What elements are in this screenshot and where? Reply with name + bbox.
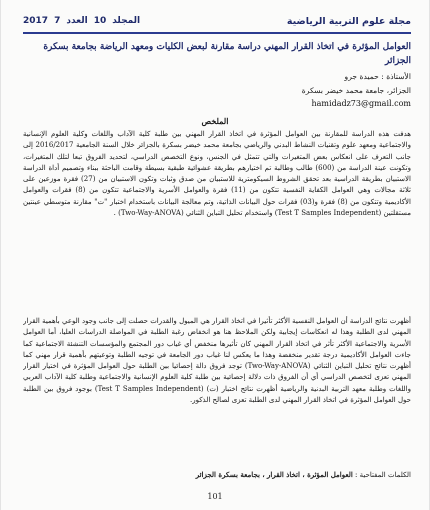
- author-affiliation: الجزائر، جامعة محمد خيضر بسكرة: [301, 86, 411, 95]
- article-title: العوامل المؤثرة في اتخاذ القرار المهني دراسة مقارنة لبعض الكليات ومعهد الرياضة بجامعة بسكرة الجزائر: [43, 42, 411, 66]
- keywords-label: الكلمات المفتاحية :: [355, 471, 411, 479]
- issue-label: العدد: [66, 16, 88, 26]
- volume-label: المجلد: [112, 16, 141, 26]
- abstract-heading: الملخص: [201, 116, 229, 126]
- issue-number: 7: [54, 16, 61, 26]
- page-number: 101: [207, 492, 223, 501]
- author-email[interactable]: hamidadz73@gmail.com: [311, 99, 411, 108]
- keywords-values: العوامل المؤثرة ، اتخاذ القرار ، بجامعة بسكرة الجزائر: [195, 470, 353, 479]
- abstract-paragraph-2: أظهرت نتائج الدراسة أن العوامل النفسية الأكثر تأثيرا في اتخاذ القرار هي الميول والقدرات حصلت إلى جانب وجود الوعي بأهمية القرار المهني لدى الطلبة وهذا له انعكاسات إيجابية ولكن الملاحظ هنا هو انخفاض رغبة الطلبة في المواصلة الدراسات العليا، أما العوامل الأسرية والاجتماعية الأكثر تأثر في اتخاذ القرار المهني كان تأثيرها منخفض أي غياب دور المجتمع والمؤسسات التنشئة الاجتماعية كما جاءت العوامل الأكاديمية درجة تقدير منخفضة وهذا ما يعكس لنا غياب دور الجامعة في توجيه الطلبة وتوعيتهم بأهمية قرار مهني كما أظهرت نتائج تحليل التباين الثنائي (Two-Way-ANOVA) توجد فروق دالة إحصائيا بين الطلبة حول العوامل المؤثرة في اختيار القرار المهني تعزى لتخصص الدراسي أي أن الفروق ذات دلالة إحصائية بين طلبة كلية العلوم الإنسانية والاجتماعية وطلبة كلية الآداب العربي واللغات وطلبة معهد التربية البدنية والرياضية أظهرت نتائج اختبار (ت) (Test T Samples Independent) بوجود فروق بين الطلبة حول العوامل المؤثرة في اتخاذ القرار المهني لدى الطلبة تعزى لصالح الذكور.: [23, 317, 411, 405]
- journal-header: [23, 12, 411, 34]
- issue-info: [23, 16, 140, 26]
- keywords-line: [23, 469, 411, 481]
- volume-number: 10: [93, 16, 107, 26]
- journal-name: مجلة علوم التربية الرياضية: [286, 15, 411, 27]
- abstract-paragraph-1: هدفت هذه الدراسة للمقارنة بين العوامل المؤثرة في اتخاذ القرار المهني بين طلبة كلية الآداب واللغات وكلية العلوم الإنسانية والاجتماعية ومعهد علوم وتقنيات النشاط البدني والرياضي بجامعة محمد خيضر بسكرة بالجزائر خلال السنة الجامعية 2016/2017 إلى جانب التعرف على انعكاس بعض المتغيرات والتي تتمثل في الجنس، ونوع التخصص الدراسي، لتحديد الفروق تبعا لتلك المتغيرات، وتكونت عينة الدراسة من (600) طالب وطالبة تم اختيارهم بطريقة عشوائية طبقية بسيطة وقامت الباحثة ببناء وتصميم أداة الدراسة الاستبيان بطريقة الدراسية بعد تحقق الشروط السيكومترية للاستبيان من صدق وثبات وتكون الاستبيان من (27) فقرة موزعين على ثلاثة مجالات وهي العوامل الكفاية النفسية تتكون من (11) فقرة والعوامل الأسرية والاجتماعية تتكون من (8) فقرات والعوامل الأكاديمية وتتكون من (8) فقرة و(03) فقرات حول البيانات الذاتية، وتم معالجة البيانات باستخدام اختبار "ت" مقارنة متوسطي عينتين مستقلتين (Test T Samples Independent) واستخدام تحليل التباين الثنائي (Two-Way-ANOVA) .: [23, 130, 411, 218]
- publication-year: 2017: [23, 16, 49, 26]
- author-name: الأستاذة : حميدة جرو: [344, 72, 411, 81]
